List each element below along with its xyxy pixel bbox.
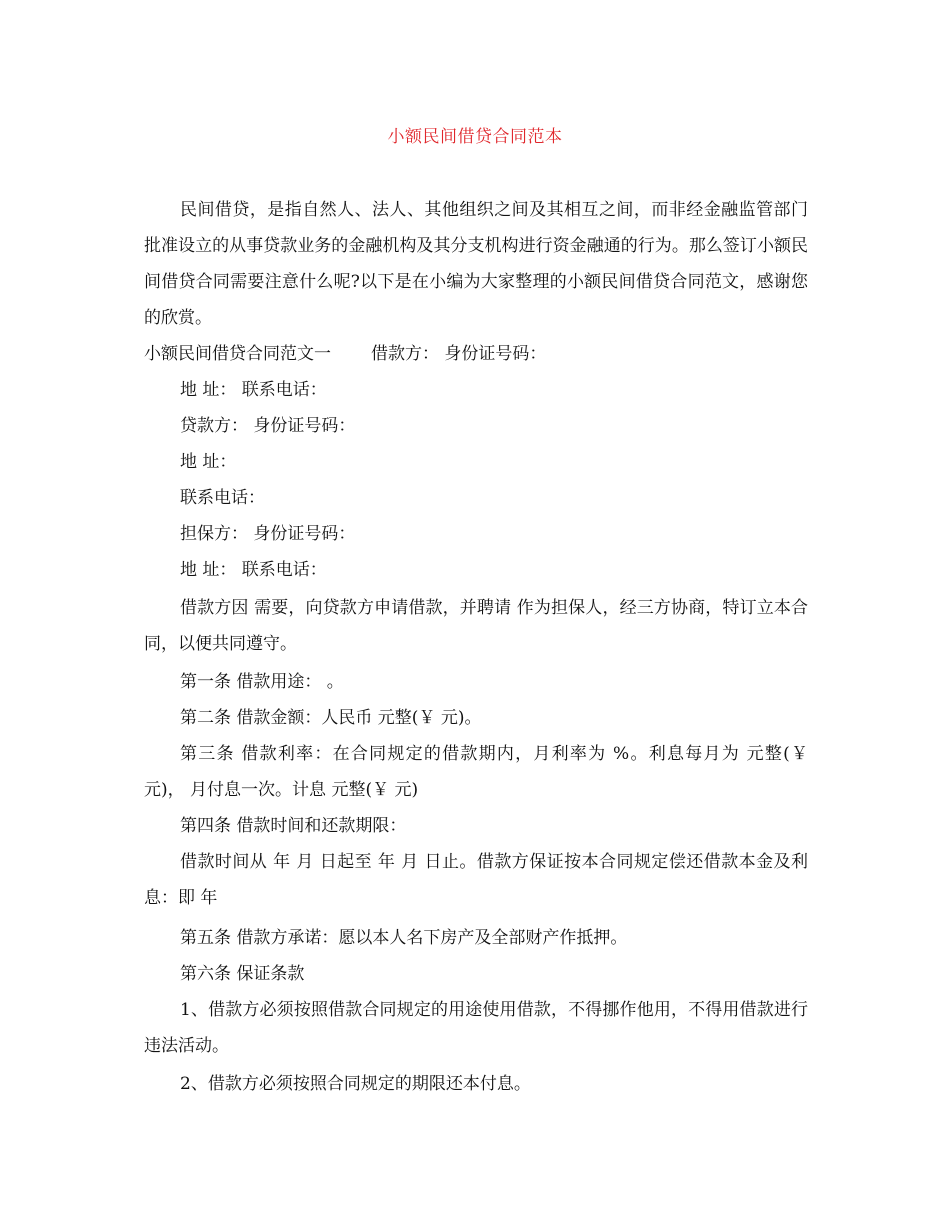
borrower-line: 借款方： 身份证号码： [371, 344, 547, 364]
document-body [144, 192, 808, 1102]
preamble-paragraph: 借款方因 需要，向贷款方申请借款，并聘请 作为担保人，经三方协商，特订立本合同，以便共同遵守。 [144, 598, 808, 654]
sample-heading: 小额民间借贷合同范文一 [144, 344, 331, 364]
sample-heading-line [144, 336, 808, 372]
clause-1: 1、借款方必须按照借款合同规定的用途使用借款，不得挪作他用，不得用借款进行违法活动。 [144, 1000, 808, 1056]
article-4: 第四条 借款时间和还款期限： [180, 816, 407, 836]
article-4-detail: 借款时间从 年 月 日起至 年 月 日止。借款方保证按本合同规定偿还借款本金及利息：即 年 [144, 852, 808, 908]
intro-paragraph: 民间借贷，是指自然人、法人、其他组织之间及其相互之间，而非经金融监管部门批准设立的从事贷款业务的金融机构及其分支机构进行资金融通的行为。那么签订小额民间借贷合同需要注意什么呢?以下是在小编为大家整理的小额民间借贷合同范文，感谢您的欣赏。 [144, 200, 808, 328]
guarantor-line: 担保方： 身份证号码： [180, 524, 356, 544]
article-3: 第三条 借款利率：在合同规定的借款期内，月利率为 %。利息每月为 元整(￥ 元)， 月付息一次。计息 元整(￥ 元) [144, 744, 808, 800]
clause-2: 2、借款方必须按照合同规定的期限还本付息。 [180, 1074, 531, 1094]
article-5: 第五条 借款方承诺：愿以本人名下房产及全部财产作抵押。 [180, 928, 628, 948]
document-title: 小额民间借贷合同范本 [387, 127, 563, 147]
article-1: 第一条 借款用途： 。 [180, 672, 344, 692]
guarantor-address: 地 址： 联系电话： [180, 560, 327, 580]
lender-phone: 联系电话： [180, 488, 265, 508]
lender-line: 贷款方： 身份证号码： [180, 416, 356, 436]
borrower-address: 地 址： 联系电话： [180, 380, 327, 400]
article-2: 第二条 借款金额：人民币 元整(￥ 元)。 [180, 708, 482, 728]
lender-address: 地 址： [180, 452, 237, 472]
article-6: 第六条 保证条款 [180, 964, 305, 984]
